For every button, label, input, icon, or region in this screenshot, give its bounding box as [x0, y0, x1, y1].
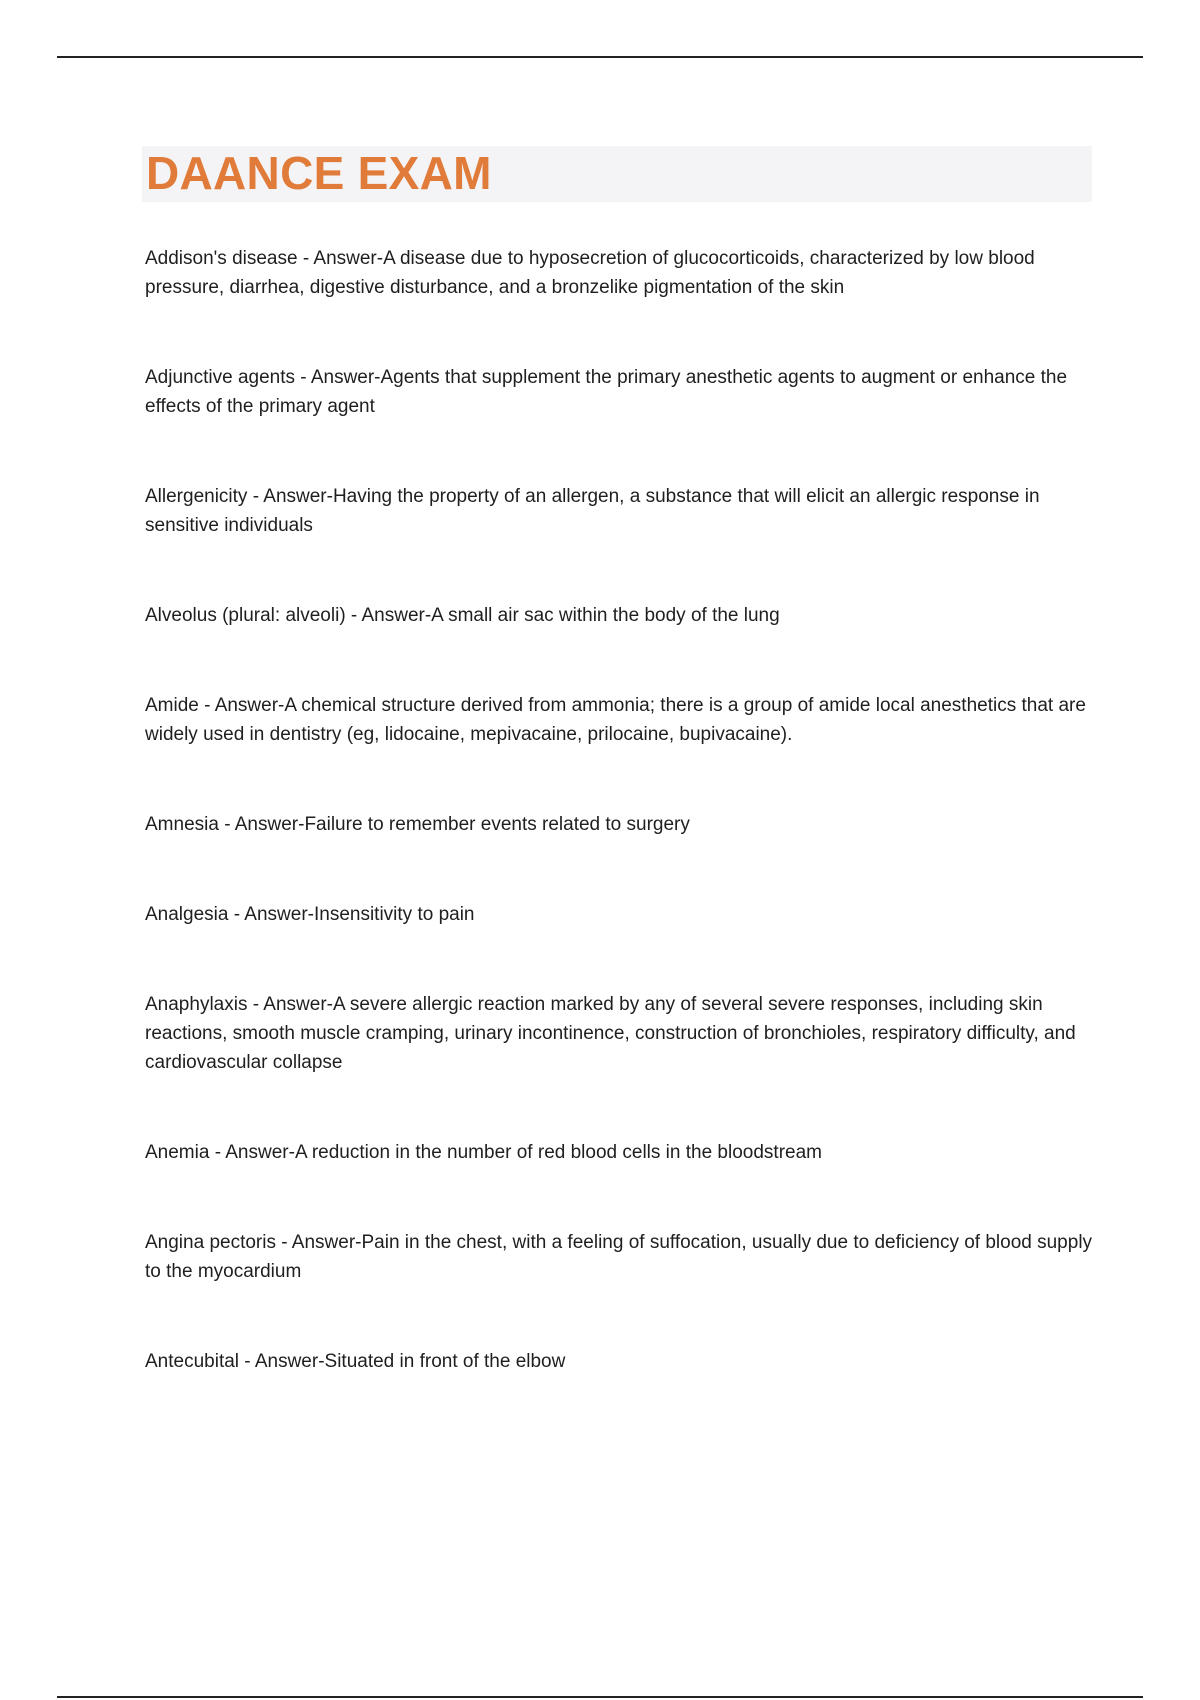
glossary-entry: Addison's disease - Answer-A disease due to hyposecretion of glucocorticoids, characterized by low blood pressure, diarrhea, digestive disturbance, and a bronzelike pigmentation of the skin [145, 248, 1035, 298]
glossary-entry: Analgesia - Answer-Insensitivity to pain [145, 904, 475, 925]
glossary-entry: Anemia - Answer-A reduction in the number of red blood cells in the bloodstream [145, 1142, 822, 1163]
bottom-divider [57, 1696, 1143, 1698]
page-title: DAANCE EXAM [146, 147, 492, 199]
glossary-entry: Angina pectoris - Answer-Pain in the chest, with a feeling of suffocation, usually due to deficiency of blood supply to the myocardium [145, 1232, 1093, 1282]
glossary-entry: Anaphylaxis - Answer-A severe allergic reaction marked by any of several severe responses, including skin reactions, smooth muscle cramping, urinary incontinence, construction of bronchioles, respiratory difficulty, and cardiovascular collapse [145, 994, 1076, 1073]
glossary-list [145, 244, 1095, 1376]
glossary-entry: Allergenicity - Answer-Having the property of an allergen, a substance that will elicit an allergic response in sensitive individuals [145, 486, 1040, 536]
glossary-entry: Alveolus (plural: alveoli) - Answer-A small air sac within the body of the lung [145, 605, 780, 626]
glossary-entry: Antecubital - Answer-Situated in front of the elbow [145, 1351, 566, 1372]
top-divider [57, 56, 1143, 58]
glossary-entry: Adjunctive agents - Answer-Agents that supplement the primary anesthetic agents to augment or enhance the effects of the primary agent [145, 367, 1068, 417]
glossary-entry: Amide - Answer-A chemical structure derived from ammonia; there is a group of amide local anesthetics that are widely used in dentistry (eg, lidocaine, mepivacaine, prilocaine, bupivacaine). [145, 695, 1086, 745]
glossary-entry: Amnesia - Answer-Failure to remember events related to surgery [145, 814, 690, 835]
